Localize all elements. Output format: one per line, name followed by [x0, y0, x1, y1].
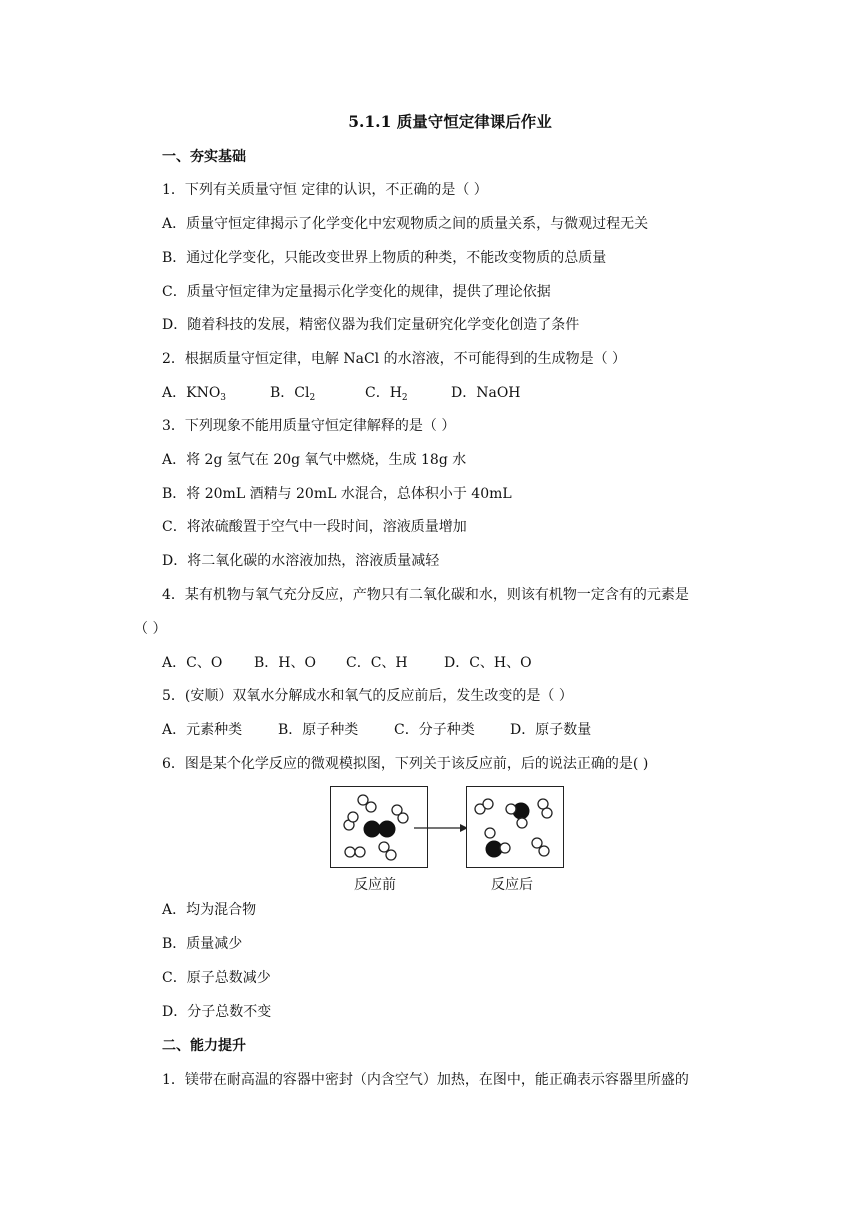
p1-stem: 1．镁带在耐高温的容器中密封（内含空气）加热，在图中，能正确表示容器里所盛的	[162, 1072, 689, 1088]
q3-option-c: C．将浓硫酸置于空气中一段时间，溶液质量增加	[162, 519, 467, 535]
q2-option-d: D．NaOH	[451, 385, 521, 401]
q1-option-d: D．随着科技的发展，精密仪器为我们定量研究化学变化创造了条件	[162, 317, 580, 333]
q3-option-b: B．将 20mL 酒精与 20mL 水混合，总体积小于 40mL	[162, 486, 512, 502]
q2-options	[162, 383, 521, 403]
q4-options	[162, 653, 532, 673]
caption-after: 反应后	[491, 877, 533, 893]
section-heading-basic: 一、夯实基础	[162, 149, 246, 165]
page-title: 5.1.1 质量守恒定律课后作业	[348, 112, 552, 131]
caption-before: 反应前	[354, 877, 396, 893]
section-heading-advanced: 二、能力提升	[162, 1038, 246, 1054]
q2-option-a: A．$KNO_3$	[162, 385, 227, 403]
arrow-icon	[412, 818, 472, 838]
q4-option-a: A．C、O	[162, 655, 223, 671]
q2-option-b: B．$Cl_2$	[270, 385, 316, 403]
q5-option-a: A．元素种类	[162, 722, 243, 738]
q3-option-a: A．将 2g 氢气在 20g 氧气中燃烧，生成 18g 水	[162, 452, 467, 468]
q6-option-b: B．质量减少	[162, 936, 243, 952]
q4-option-b: B．H、O	[254, 655, 316, 671]
q1-stem: 1．下列有关质量守恒 定律的认识，不正确的是（ ）	[162, 182, 488, 198]
q6-stem: 6．图是某个化学反应的微观模拟图，下列关于该反应前，后的说法正确的是( )	[162, 756, 649, 772]
q4-option-d: D．C、H、O	[444, 655, 532, 671]
q5-stem: 5．(安顺）双氧水分解成水和氧气的反应前后，发生改变的是（ ）	[162, 688, 573, 704]
q2-stem: 2．根据质量守恒定律，电解 NaCl 的水溶液，不可能得到的生成物是（ ）	[162, 351, 627, 367]
after-particles	[467, 787, 563, 867]
after-reaction-box	[466, 786, 564, 868]
q4-stem-continued: （ ）	[134, 621, 167, 637]
q3-option-d: D．将二氧化碳的水溶液加热，溶液质量减轻	[162, 553, 440, 569]
q4-option-c: C．C、H	[346, 655, 408, 671]
q5-option-b: B．原子种类	[278, 722, 359, 738]
q2-option-c: C．$H_2$	[365, 385, 408, 403]
q6-option-d: D．分子总数不变	[162, 1004, 272, 1020]
q5-option-c: C．分子种类	[394, 722, 475, 738]
reaction-diagram	[328, 786, 568, 896]
q6-option-a: A．均为混合物	[162, 902, 257, 918]
q1-option-a: A．质量守恒定律揭示了化学变化中宏观物质之间的质量关系，与微观过程无关	[162, 216, 649, 232]
q1-option-c: C．质量守恒定律为定量揭示化学变化的规律，提供了理论依据	[162, 284, 551, 300]
q1-option-b: B．通过化学变化，只能改变世界上物质的种类，不能改变物质的总质量	[162, 250, 607, 266]
q5-option-d: D．原子数量	[510, 722, 592, 738]
q3-stem: 3．下列现象不能用质量守恒定律解释的是（ ）	[162, 418, 456, 434]
q4-stem: 4．某有机物与氧气充分反应，产物只有二氧化碳和水，则该有机物一定含有的元素是	[162, 587, 689, 603]
q6-option-c: C．原子总数减少	[162, 970, 271, 986]
q5-options	[162, 720, 592, 740]
